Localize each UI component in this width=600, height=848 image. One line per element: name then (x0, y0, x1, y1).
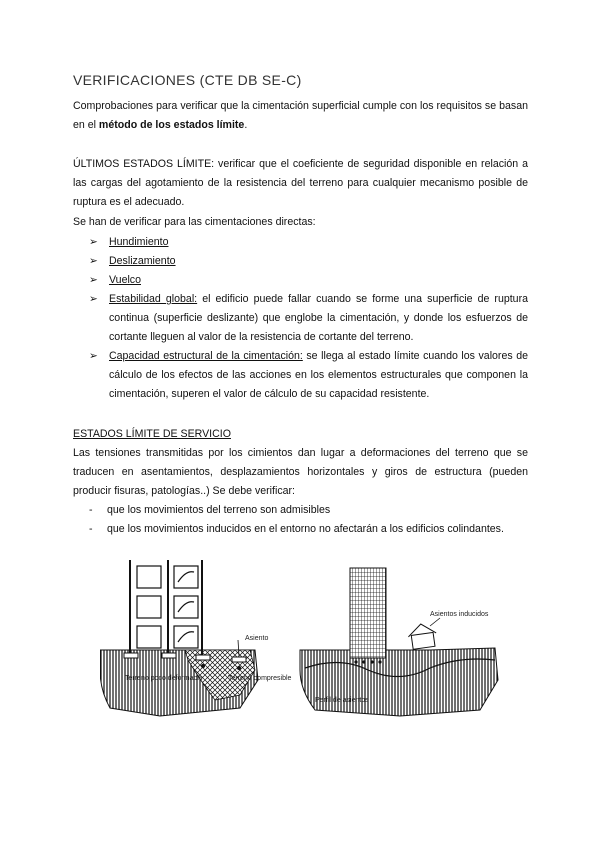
foundation-diagrams (100, 560, 520, 720)
list-item: - que los movimientos del terreno son admisibles (89, 504, 331, 516)
right-diagram (300, 568, 498, 716)
ground-mass-right (300, 648, 498, 716)
servicio-heading: ESTADOS LÍMITE DE SERVICIO (73, 428, 231, 440)
intro-paragraph: Comprobaciones para verificar que la cimentación superficial cumple con los requisitos se basan en el método de los estados límite. (73, 100, 528, 131)
tower-building (350, 568, 386, 658)
intro-bold: método de los estados límite (98, 119, 245, 131)
ultimos-list (89, 233, 528, 404)
servicio-list (89, 501, 539, 539)
ultimos-lead: Se han de verificar para las cimentaciones directas: (73, 216, 316, 228)
ultimos-paragraph: ÚLTIMOS ESTADOS LÍMITE: verificar que el coeficiente de seguridad disponible en relación a las cargas del agotamiento de la resistencia del terreno para cualquier mecanismo posible de ruptura es el adecuado. (73, 158, 528, 208)
list-item: ➢ Vuelco (89, 274, 141, 286)
left-diagram (100, 560, 292, 716)
list-item: ➢ Estabilidad global: el edificio puede fallar cuando se forme una superficie de ruptura continua (superficie deslizante) que englobe la cimentación, y donde los esfuerzos de cortante lleguen al valor de la resistencia de cortante del terreno. (89, 293, 528, 343)
label-asiento: Asiento (245, 635, 269, 642)
page-title: VERIFICACIONES (CTE DB SE-C) (73, 72, 302, 88)
list-item: ➢ Hundimiento (89, 236, 169, 248)
label-terreno-comp: Terreno compresible (228, 675, 292, 682)
list-item: ➢ Capacidad estructural de la cimentación: se llega al estado límite cuando los valores de cálculo de los efectos de las acciones en los elementos estructurales que componen la cimentación, superen el valor de cálculo de su capacidad resistente. (89, 350, 528, 400)
list-item: ➢ Deslizamiento (89, 255, 176, 267)
adjacent-house (407, 622, 438, 650)
list-item: - que los movimientos inducidos en el entorno no afectarán a los edificios colindantes. (89, 523, 504, 535)
label-perfil: Perfil de asientos (315, 697, 369, 704)
label-terreno-poco: Terreno poco deformable (125, 675, 203, 682)
label-asientos-inducidos: Asientos inducidos (430, 611, 489, 618)
servicio-paragraph: Las tensiones transmitidas por los cimientos dan lugar a deformaciones del terreno que se traducen en asentamientos, desplazamientos horizontales y giros de estructura (pueden producir fisuras, patologías..) Se debe verificar: (73, 447, 528, 497)
